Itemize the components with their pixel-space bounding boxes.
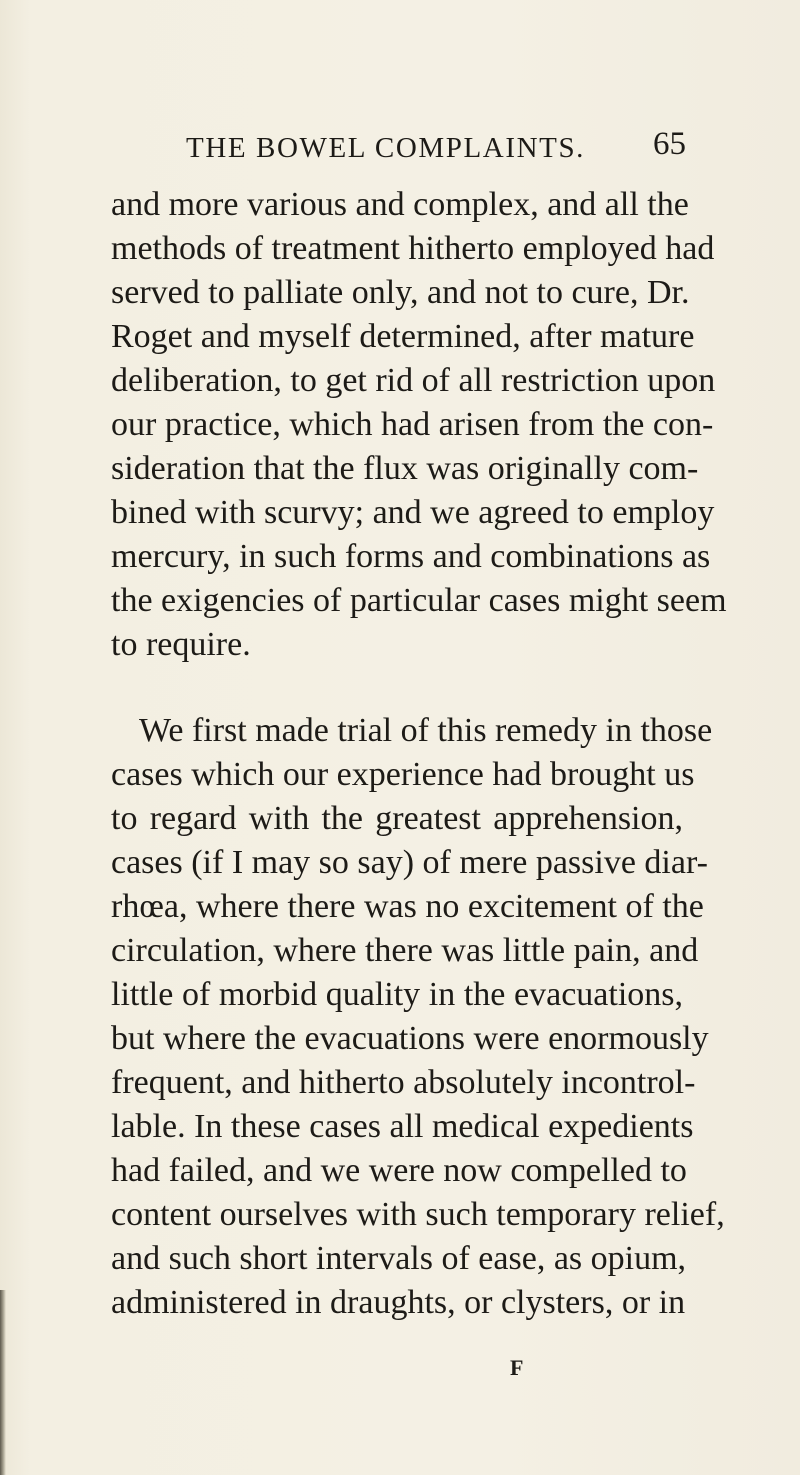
text-line: frequent, and hitherto absolutely incontrol- xyxy=(111,1064,696,1101)
text-line: to regard with the greatest apprehension, xyxy=(111,800,683,837)
text-line: served to palliate only, and not to cure, Dr. xyxy=(111,274,690,311)
text-line: administered in draughts, or clysters, or in xyxy=(111,1284,686,1321)
running-title: THE BOWEL COMPLAINTS. xyxy=(186,132,586,164)
text-line: bined with scurvy; and we agreed to employ xyxy=(111,494,715,531)
page-number: 65 xyxy=(653,126,686,162)
text-line: content ourselves with such temporary relief, xyxy=(111,1196,725,1233)
text-line: cases which our experience had brought us xyxy=(111,756,695,793)
text-line: and more various and complex, and all the xyxy=(111,186,689,223)
text-line: Roget and myself determined, after mature xyxy=(111,318,695,355)
text-line: had failed, and we were now compelled to xyxy=(111,1152,687,1189)
signature-mark: F xyxy=(510,1355,525,1380)
text-line: to require. xyxy=(111,626,251,663)
text-line: and such short intervals of ease, as opium, xyxy=(111,1240,687,1277)
text-line: We first made trial of this remedy in those xyxy=(139,712,713,749)
text-line: deliberation, to get rid of all restriction upon xyxy=(111,362,716,399)
text-line: mercury, in such forms and combinations as xyxy=(111,538,711,575)
text-line: the exigencies of particular cases might seem xyxy=(111,582,727,619)
text-line: sideration that the flux was originally com- xyxy=(111,450,699,487)
text-line: lable. In these cases all medical expedients xyxy=(111,1108,694,1145)
text-line: methods of treatment hitherto employed had xyxy=(111,230,715,267)
text-line: circulation, where there was little pain, and xyxy=(111,932,699,969)
text-line: but where the evacuations were enormously xyxy=(111,1020,709,1057)
text-line: little of morbid quality in the evacuations, xyxy=(111,976,683,1013)
text-line: rhœa, where there was no excitement of the xyxy=(111,888,704,925)
text-line: our practice, which had arisen from the con- xyxy=(111,406,714,443)
text-line: cases (if I may so say) of mere passive diar- xyxy=(111,844,708,881)
